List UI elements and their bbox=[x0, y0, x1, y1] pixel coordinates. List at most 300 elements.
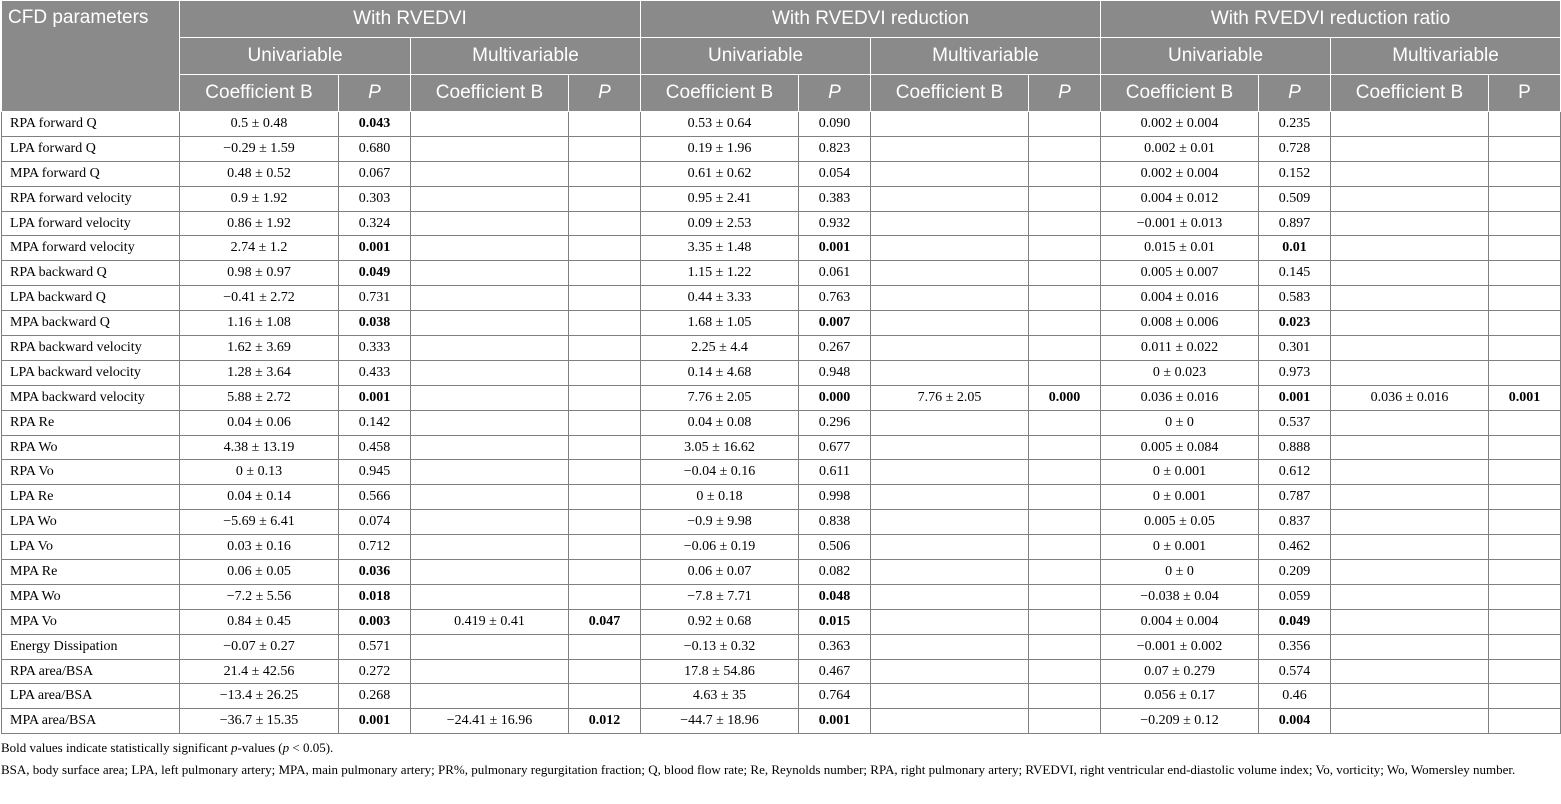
coefficient-cell: 0.004 ± 0.012 bbox=[1101, 186, 1259, 211]
table-row bbox=[2, 161, 1561, 186]
p-value-cell: 0.462 bbox=[1259, 535, 1331, 560]
coefficient-cell: 0.036 ± 0.016 bbox=[1101, 385, 1259, 410]
p-value-cell: 0.067 bbox=[339, 161, 411, 186]
row-parameter-name: MPA forward velocity bbox=[2, 236, 180, 261]
p-value-cell: 0.023 bbox=[1259, 311, 1331, 336]
p-value-cell bbox=[1489, 336, 1561, 361]
row-parameter-name: MPA Vo bbox=[2, 609, 180, 634]
coefficient-cell bbox=[871, 211, 1029, 236]
coefficient-cell bbox=[411, 684, 569, 709]
coefficient-cell bbox=[411, 485, 569, 510]
p-value-cell: 0.059 bbox=[1259, 584, 1331, 609]
coefficient-cell: 17.8 ± 54.86 bbox=[641, 659, 799, 684]
row-parameter-name: RPA Wo bbox=[2, 435, 180, 460]
coefficient-cell: 7.76 ± 2.05 bbox=[641, 385, 799, 410]
bold-note bbox=[1, 738, 1556, 757]
p-value-cell bbox=[569, 460, 641, 485]
p-value-cell bbox=[569, 410, 641, 435]
coefficient-cell: 4.38 ± 13.19 bbox=[180, 435, 339, 460]
row-parameter-name: RPA area/BSA bbox=[2, 659, 180, 684]
coefficient-cell bbox=[411, 261, 569, 286]
p-value-cell bbox=[1029, 161, 1101, 186]
coefficient-cell: −0.038 ± 0.04 bbox=[1101, 584, 1259, 609]
coefficient-cell bbox=[411, 186, 569, 211]
coefficient-cell bbox=[1331, 161, 1489, 186]
coefficient-cell bbox=[1331, 560, 1489, 585]
p-value-cell: 0.574 bbox=[1259, 659, 1331, 684]
coefficient-cell bbox=[411, 360, 569, 385]
coefficient-cell: −36.7 ± 15.35 bbox=[180, 709, 339, 734]
header-p: P bbox=[799, 75, 871, 112]
coefficient-cell bbox=[411, 112, 569, 137]
p-value-cell: 0.047 bbox=[569, 609, 641, 634]
p-value-cell bbox=[569, 311, 641, 336]
p-value-cell: 0.303 bbox=[339, 186, 411, 211]
coefficient-cell: 3.35 ± 1.48 bbox=[641, 236, 799, 261]
coefficient-cell: 0.53 ± 0.64 bbox=[641, 112, 799, 137]
coefficient-cell bbox=[411, 136, 569, 161]
p-value-cell bbox=[1489, 535, 1561, 560]
p-value-cell: 0.018 bbox=[339, 584, 411, 609]
p-value-cell: 0.932 bbox=[799, 211, 871, 236]
coefficient-cell bbox=[871, 485, 1029, 510]
header-univariable: Univariable bbox=[641, 38, 871, 75]
row-parameter-name: LPA forward Q bbox=[2, 136, 180, 161]
p-value-cell bbox=[569, 336, 641, 361]
p-value-cell: 0.000 bbox=[799, 385, 871, 410]
coefficient-cell: 0.056 ± 0.17 bbox=[1101, 684, 1259, 709]
coefficient-cell bbox=[1331, 435, 1489, 460]
p-value-cell: 0.324 bbox=[339, 211, 411, 236]
p-value-cell: 0.001 bbox=[1259, 385, 1331, 410]
coefficient-cell: −0.07 ± 0.27 bbox=[180, 634, 339, 659]
coefficient-cell bbox=[871, 560, 1029, 585]
row-parameter-name: LPA backward velocity bbox=[2, 360, 180, 385]
p-value-cell bbox=[569, 112, 641, 137]
p-value-cell bbox=[1029, 435, 1101, 460]
header-coefficient-b: Coefficient B bbox=[641, 75, 799, 112]
p-value-cell bbox=[1029, 360, 1101, 385]
coefficient-cell bbox=[411, 584, 569, 609]
row-parameter-name: MPA Re bbox=[2, 560, 180, 585]
header-coefficient-b: Coefficient B bbox=[871, 75, 1029, 112]
coefficient-cell: 2.74 ± 1.2 bbox=[180, 236, 339, 261]
row-parameter-name: MPA Wo bbox=[2, 584, 180, 609]
coefficient-cell: 0.95 ± 2.41 bbox=[641, 186, 799, 211]
coefficient-cell bbox=[411, 659, 569, 684]
p-value-cell: 0.467 bbox=[799, 659, 871, 684]
coefficient-cell bbox=[871, 709, 1029, 734]
coefficient-cell: 0.03 ± 0.16 bbox=[180, 535, 339, 560]
coefficient-cell: −0.209 ± 0.12 bbox=[1101, 709, 1259, 734]
p-value-cell bbox=[1489, 684, 1561, 709]
coefficient-cell bbox=[1331, 709, 1489, 734]
coefficient-cell: 0.011 ± 0.022 bbox=[1101, 336, 1259, 361]
p-value-cell: 0.272 bbox=[339, 659, 411, 684]
p-value-cell bbox=[1489, 560, 1561, 585]
p-value-cell: 0.145 bbox=[1259, 261, 1331, 286]
p-value-cell: 0.001 bbox=[799, 709, 871, 734]
coefficient-cell bbox=[871, 410, 1029, 435]
p-value-cell: 0.566 bbox=[339, 485, 411, 510]
p-value-cell: 0.506 bbox=[799, 535, 871, 560]
coefficient-cell bbox=[411, 385, 569, 410]
coefficient-cell: −0.13 ± 0.32 bbox=[641, 634, 799, 659]
p-value-cell: 0.945 bbox=[339, 460, 411, 485]
p-value-cell: 0.897 bbox=[1259, 211, 1331, 236]
coefficient-cell: 0.036 ± 0.016 bbox=[1331, 385, 1489, 410]
p-value-cell bbox=[1489, 410, 1561, 435]
coefficient-cell bbox=[871, 360, 1029, 385]
p-value-cell: 0.235 bbox=[1259, 112, 1331, 137]
p-value-cell bbox=[1029, 236, 1101, 261]
coefficient-cell: 0 ± 0.023 bbox=[1101, 360, 1259, 385]
table-header bbox=[2, 1, 1561, 112]
table-row bbox=[2, 485, 1561, 510]
coefficient-cell: −0.06 ± 0.19 bbox=[641, 535, 799, 560]
p-value-cell: 0.296 bbox=[799, 410, 871, 435]
p-value-cell bbox=[1489, 510, 1561, 535]
table-row bbox=[2, 535, 1561, 560]
p-value-cell bbox=[1029, 535, 1101, 560]
coefficient-cell: 3.05 ± 16.62 bbox=[641, 435, 799, 460]
p-value-cell bbox=[1029, 286, 1101, 311]
table-row bbox=[2, 311, 1561, 336]
coefficient-cell: 0.86 ± 1.92 bbox=[180, 211, 339, 236]
row-parameter-name: RPA forward Q bbox=[2, 112, 180, 137]
p-value-cell: 0.003 bbox=[339, 609, 411, 634]
coefficient-cell: −24.41 ± 16.96 bbox=[411, 709, 569, 734]
coefficient-cell: 0 ± 0 bbox=[1101, 560, 1259, 585]
p-value-cell bbox=[1489, 136, 1561, 161]
header-p: P bbox=[1259, 75, 1331, 112]
coefficient-cell bbox=[411, 211, 569, 236]
p-value-cell bbox=[1029, 112, 1101, 137]
p-value-cell: 0.383 bbox=[799, 186, 871, 211]
p-value-cell: 0.061 bbox=[799, 261, 871, 286]
coefficient-cell: 0.004 ± 0.016 bbox=[1101, 286, 1259, 311]
coefficient-cell: 0.48 ± 0.52 bbox=[180, 161, 339, 186]
p-value-cell bbox=[1029, 136, 1101, 161]
coefficient-cell: 0 ± 0 bbox=[1101, 410, 1259, 435]
table-row bbox=[2, 659, 1561, 684]
p-value-cell: 0.46 bbox=[1259, 684, 1331, 709]
coefficient-cell bbox=[1331, 360, 1489, 385]
coefficient-cell: 1.15 ± 1.22 bbox=[641, 261, 799, 286]
table-row bbox=[2, 336, 1561, 361]
row-parameter-name: LPA forward velocity bbox=[2, 211, 180, 236]
coefficient-cell: 21.4 ± 42.56 bbox=[180, 659, 339, 684]
coefficient-cell: 0.005 ± 0.05 bbox=[1101, 510, 1259, 535]
table-row bbox=[2, 460, 1561, 485]
p-value-cell: 0.363 bbox=[799, 634, 871, 659]
coefficient-cell bbox=[411, 286, 569, 311]
coefficient-cell: 2.25 ± 4.4 bbox=[641, 336, 799, 361]
table-row bbox=[2, 286, 1561, 311]
p-value-cell: 0.038 bbox=[339, 311, 411, 336]
coefficient-cell: 0.14 ± 4.68 bbox=[641, 360, 799, 385]
coefficient-cell bbox=[1331, 659, 1489, 684]
p-value-cell bbox=[1029, 609, 1101, 634]
p-value-cell: 0.001 bbox=[799, 236, 871, 261]
p-value-cell: 0.823 bbox=[799, 136, 871, 161]
header-univariable: Univariable bbox=[1101, 38, 1331, 75]
p-value-cell: 0.152 bbox=[1259, 161, 1331, 186]
coefficient-cell: −0.04 ± 0.16 bbox=[641, 460, 799, 485]
p-value-cell bbox=[1489, 311, 1561, 336]
p-value-cell bbox=[569, 286, 641, 311]
coefficient-cell bbox=[871, 261, 1029, 286]
coefficient-cell bbox=[411, 560, 569, 585]
p-value-cell: 0.433 bbox=[339, 360, 411, 385]
note-text: -values ( bbox=[237, 740, 283, 756]
coefficient-cell bbox=[411, 236, 569, 261]
coefficient-cell: −5.69 ± 6.41 bbox=[180, 510, 339, 535]
p-value-cell bbox=[1029, 560, 1101, 585]
p-value-cell bbox=[1489, 609, 1561, 634]
coefficient-cell bbox=[871, 659, 1029, 684]
p-value-cell bbox=[569, 261, 641, 286]
p-value-cell bbox=[1029, 410, 1101, 435]
coefficient-cell: −7.8 ± 7.71 bbox=[641, 584, 799, 609]
p-value-cell bbox=[1029, 186, 1101, 211]
p-value-cell bbox=[569, 136, 641, 161]
p-value-cell bbox=[1029, 336, 1101, 361]
header-cfd-parameters: CFD parameters bbox=[2, 1, 180, 112]
p-value-cell bbox=[1029, 709, 1101, 734]
p-value-cell bbox=[569, 560, 641, 585]
p-value-cell: 0.973 bbox=[1259, 360, 1331, 385]
note-text: < 0.05). bbox=[289, 740, 334, 756]
p-value-cell: 0.888 bbox=[1259, 435, 1331, 460]
coefficient-cell: 0.5 ± 0.48 bbox=[180, 112, 339, 137]
coefficient-cell bbox=[411, 311, 569, 336]
note-p-italic: p bbox=[282, 740, 290, 756]
table-row bbox=[2, 510, 1561, 535]
coefficient-cell: 1.68 ± 1.05 bbox=[641, 311, 799, 336]
p-value-cell bbox=[1029, 659, 1101, 684]
coefficient-cell: 0.04 ± 0.14 bbox=[180, 485, 339, 510]
p-value-cell: 0.583 bbox=[1259, 286, 1331, 311]
table-row bbox=[2, 684, 1561, 709]
coefficient-cell bbox=[1331, 535, 1489, 560]
coefficient-cell bbox=[871, 609, 1029, 634]
coefficient-cell bbox=[1331, 410, 1489, 435]
note-text: Bold values indicate statistically significant bbox=[1, 740, 231, 756]
table-row bbox=[2, 584, 1561, 609]
coefficient-cell: −0.9 ± 9.98 bbox=[641, 510, 799, 535]
row-parameter-name: MPA area/BSA bbox=[2, 709, 180, 734]
p-value-cell: 0.731 bbox=[339, 286, 411, 311]
coefficient-cell bbox=[871, 136, 1029, 161]
coefficient-cell: 0.005 ± 0.084 bbox=[1101, 435, 1259, 460]
p-value-cell bbox=[569, 535, 641, 560]
coefficient-cell bbox=[1331, 286, 1489, 311]
row-parameter-name: MPA backward velocity bbox=[2, 385, 180, 410]
coefficient-cell: 0.09 ± 2.53 bbox=[641, 211, 799, 236]
coefficient-cell: −13.4 ± 26.25 bbox=[180, 684, 339, 709]
p-value-cell bbox=[1489, 709, 1561, 734]
p-value-cell: 0.012 bbox=[569, 709, 641, 734]
coefficient-cell bbox=[871, 236, 1029, 261]
coefficient-cell bbox=[871, 584, 1029, 609]
coefficient-cell: 0.04 ± 0.06 bbox=[180, 410, 339, 435]
coefficient-cell bbox=[1331, 609, 1489, 634]
p-value-cell: 0.007 bbox=[799, 311, 871, 336]
coefficient-cell: 0.06 ± 0.05 bbox=[180, 560, 339, 585]
coefficient-cell bbox=[1331, 112, 1489, 137]
coefficient-cell: 0.015 ± 0.01 bbox=[1101, 236, 1259, 261]
header-group-rvedvi-reduction: With RVEDVI reduction bbox=[641, 1, 1101, 38]
table-row bbox=[2, 634, 1561, 659]
note-p-italic: p bbox=[230, 740, 238, 756]
p-value-cell bbox=[569, 684, 641, 709]
p-value-cell bbox=[1489, 236, 1561, 261]
p-value-cell: 0.838 bbox=[799, 510, 871, 535]
coefficient-cell: 0.19 ± 1.96 bbox=[641, 136, 799, 161]
p-value-cell: 0.082 bbox=[799, 560, 871, 585]
coefficient-cell: 0.04 ± 0.08 bbox=[641, 410, 799, 435]
coefficient-cell bbox=[1331, 634, 1489, 659]
p-value-cell: 0.036 bbox=[339, 560, 411, 585]
coefficient-cell bbox=[871, 161, 1029, 186]
p-value-cell: 0.680 bbox=[339, 136, 411, 161]
coefficient-cell: 0.004 ± 0.004 bbox=[1101, 609, 1259, 634]
coefficient-cell bbox=[871, 460, 1029, 485]
row-parameter-name: LPA Wo bbox=[2, 510, 180, 535]
header-coefficient-b: Coefficient B bbox=[1331, 75, 1489, 112]
p-value-cell bbox=[1489, 261, 1561, 286]
table-row bbox=[2, 385, 1561, 410]
coefficient-cell bbox=[871, 684, 1029, 709]
table-row bbox=[2, 211, 1561, 236]
coefficient-cell: 7.76 ± 2.05 bbox=[871, 385, 1029, 410]
p-value-cell: 0.048 bbox=[799, 584, 871, 609]
coefficient-cell bbox=[871, 336, 1029, 361]
row-parameter-name: LPA Re bbox=[2, 485, 180, 510]
coefficient-cell: 1.28 ± 3.64 bbox=[180, 360, 339, 385]
row-parameter-name: RPA Vo bbox=[2, 460, 180, 485]
table-row bbox=[2, 560, 1561, 585]
header-multivariable: Multivariable bbox=[871, 38, 1101, 75]
coefficient-cell bbox=[1331, 261, 1489, 286]
p-value-cell bbox=[1489, 584, 1561, 609]
p-value-cell: 0.142 bbox=[339, 410, 411, 435]
p-value-cell bbox=[569, 186, 641, 211]
coefficient-cell: 0.9 ± 1.92 bbox=[180, 186, 339, 211]
coefficient-cell: −0.41 ± 2.72 bbox=[180, 286, 339, 311]
coefficient-cell bbox=[1331, 485, 1489, 510]
p-value-cell: 0.001 bbox=[339, 236, 411, 261]
p-value-cell: 0.998 bbox=[799, 485, 871, 510]
header-p: P bbox=[1029, 75, 1101, 112]
table-row bbox=[2, 609, 1561, 634]
coefficient-cell: 0.92 ± 0.68 bbox=[641, 609, 799, 634]
p-value-cell: 0.054 bbox=[799, 161, 871, 186]
p-value-cell: 0.728 bbox=[1259, 136, 1331, 161]
coefficient-cell bbox=[871, 311, 1029, 336]
coefficient-cell: 0 ± 0.001 bbox=[1101, 535, 1259, 560]
coefficient-cell bbox=[1331, 684, 1489, 709]
p-value-cell bbox=[1489, 112, 1561, 137]
p-value-cell bbox=[569, 385, 641, 410]
p-value-cell: 0.537 bbox=[1259, 410, 1331, 435]
p-value-cell: 0.004 bbox=[1259, 709, 1331, 734]
table-row bbox=[2, 435, 1561, 460]
p-value-cell: 0.049 bbox=[339, 261, 411, 286]
results-table bbox=[1, 0, 1561, 734]
coefficient-cell: 0.005 ± 0.007 bbox=[1101, 261, 1259, 286]
table-row bbox=[2, 709, 1561, 734]
p-value-cell bbox=[569, 236, 641, 261]
p-value-cell bbox=[1029, 311, 1101, 336]
coefficient-cell bbox=[1331, 136, 1489, 161]
coefficient-cell: 0.44 ± 3.33 bbox=[641, 286, 799, 311]
p-value-cell bbox=[569, 510, 641, 535]
coefficient-cell bbox=[411, 634, 569, 659]
coefficient-cell bbox=[411, 460, 569, 485]
p-value-cell: 0.677 bbox=[799, 435, 871, 460]
header-p: P bbox=[1489, 75, 1561, 112]
p-value-cell: 0.000 bbox=[1029, 385, 1101, 410]
p-value-cell: 0.015 bbox=[799, 609, 871, 634]
p-value-cell bbox=[569, 485, 641, 510]
p-value-cell bbox=[569, 360, 641, 385]
coefficient-cell bbox=[411, 435, 569, 460]
p-value-cell bbox=[569, 634, 641, 659]
header-multivariable: Multivariable bbox=[1331, 38, 1561, 75]
p-value-cell bbox=[1489, 286, 1561, 311]
coefficient-cell bbox=[411, 161, 569, 186]
coefficient-cell bbox=[871, 510, 1029, 535]
row-parameter-name: MPA forward Q bbox=[2, 161, 180, 186]
table-row bbox=[2, 186, 1561, 211]
header-group-rvedvi-reduction-ratio: With RVEDVI reduction ratio bbox=[1101, 1, 1561, 38]
coefficient-cell: −0.001 ± 0.013 bbox=[1101, 211, 1259, 236]
p-value-cell bbox=[1029, 684, 1101, 709]
p-value-cell: 0.356 bbox=[1259, 634, 1331, 659]
coefficient-cell bbox=[871, 112, 1029, 137]
p-value-cell: 0.611 bbox=[799, 460, 871, 485]
header-coefficient-b: Coefficient B bbox=[180, 75, 339, 112]
p-value-cell: 0.948 bbox=[799, 360, 871, 385]
coefficient-cell: 0.419 ± 0.41 bbox=[411, 609, 569, 634]
p-value-cell bbox=[1489, 460, 1561, 485]
coefficient-cell: 0 ± 0.13 bbox=[180, 460, 339, 485]
table-footnotes bbox=[0, 734, 1556, 779]
header-p: P bbox=[569, 75, 641, 112]
header-coefficient-b: Coefficient B bbox=[411, 75, 569, 112]
coefficient-cell bbox=[411, 535, 569, 560]
p-value-cell: 0.001 bbox=[339, 709, 411, 734]
coefficient-cell bbox=[1331, 336, 1489, 361]
coefficient-cell bbox=[411, 410, 569, 435]
table-body bbox=[2, 112, 1561, 734]
coefficient-cell: −44.7 ± 18.96 bbox=[641, 709, 799, 734]
header-coefficient-b: Coefficient B bbox=[1101, 75, 1259, 112]
coefficient-cell: 5.88 ± 2.72 bbox=[180, 385, 339, 410]
p-value-cell bbox=[569, 659, 641, 684]
p-value-cell: 0.001 bbox=[339, 385, 411, 410]
p-value-cell: 0.049 bbox=[1259, 609, 1331, 634]
row-parameter-name: RPA backward velocity bbox=[2, 336, 180, 361]
p-value-cell bbox=[569, 584, 641, 609]
header-group-rvedvi: With RVEDVI bbox=[180, 1, 641, 38]
p-value-cell: 0.01 bbox=[1259, 236, 1331, 261]
coefficient-cell bbox=[1331, 460, 1489, 485]
coefficient-cell: 1.16 ± 1.08 bbox=[180, 311, 339, 336]
p-value-cell: 0.458 bbox=[339, 435, 411, 460]
